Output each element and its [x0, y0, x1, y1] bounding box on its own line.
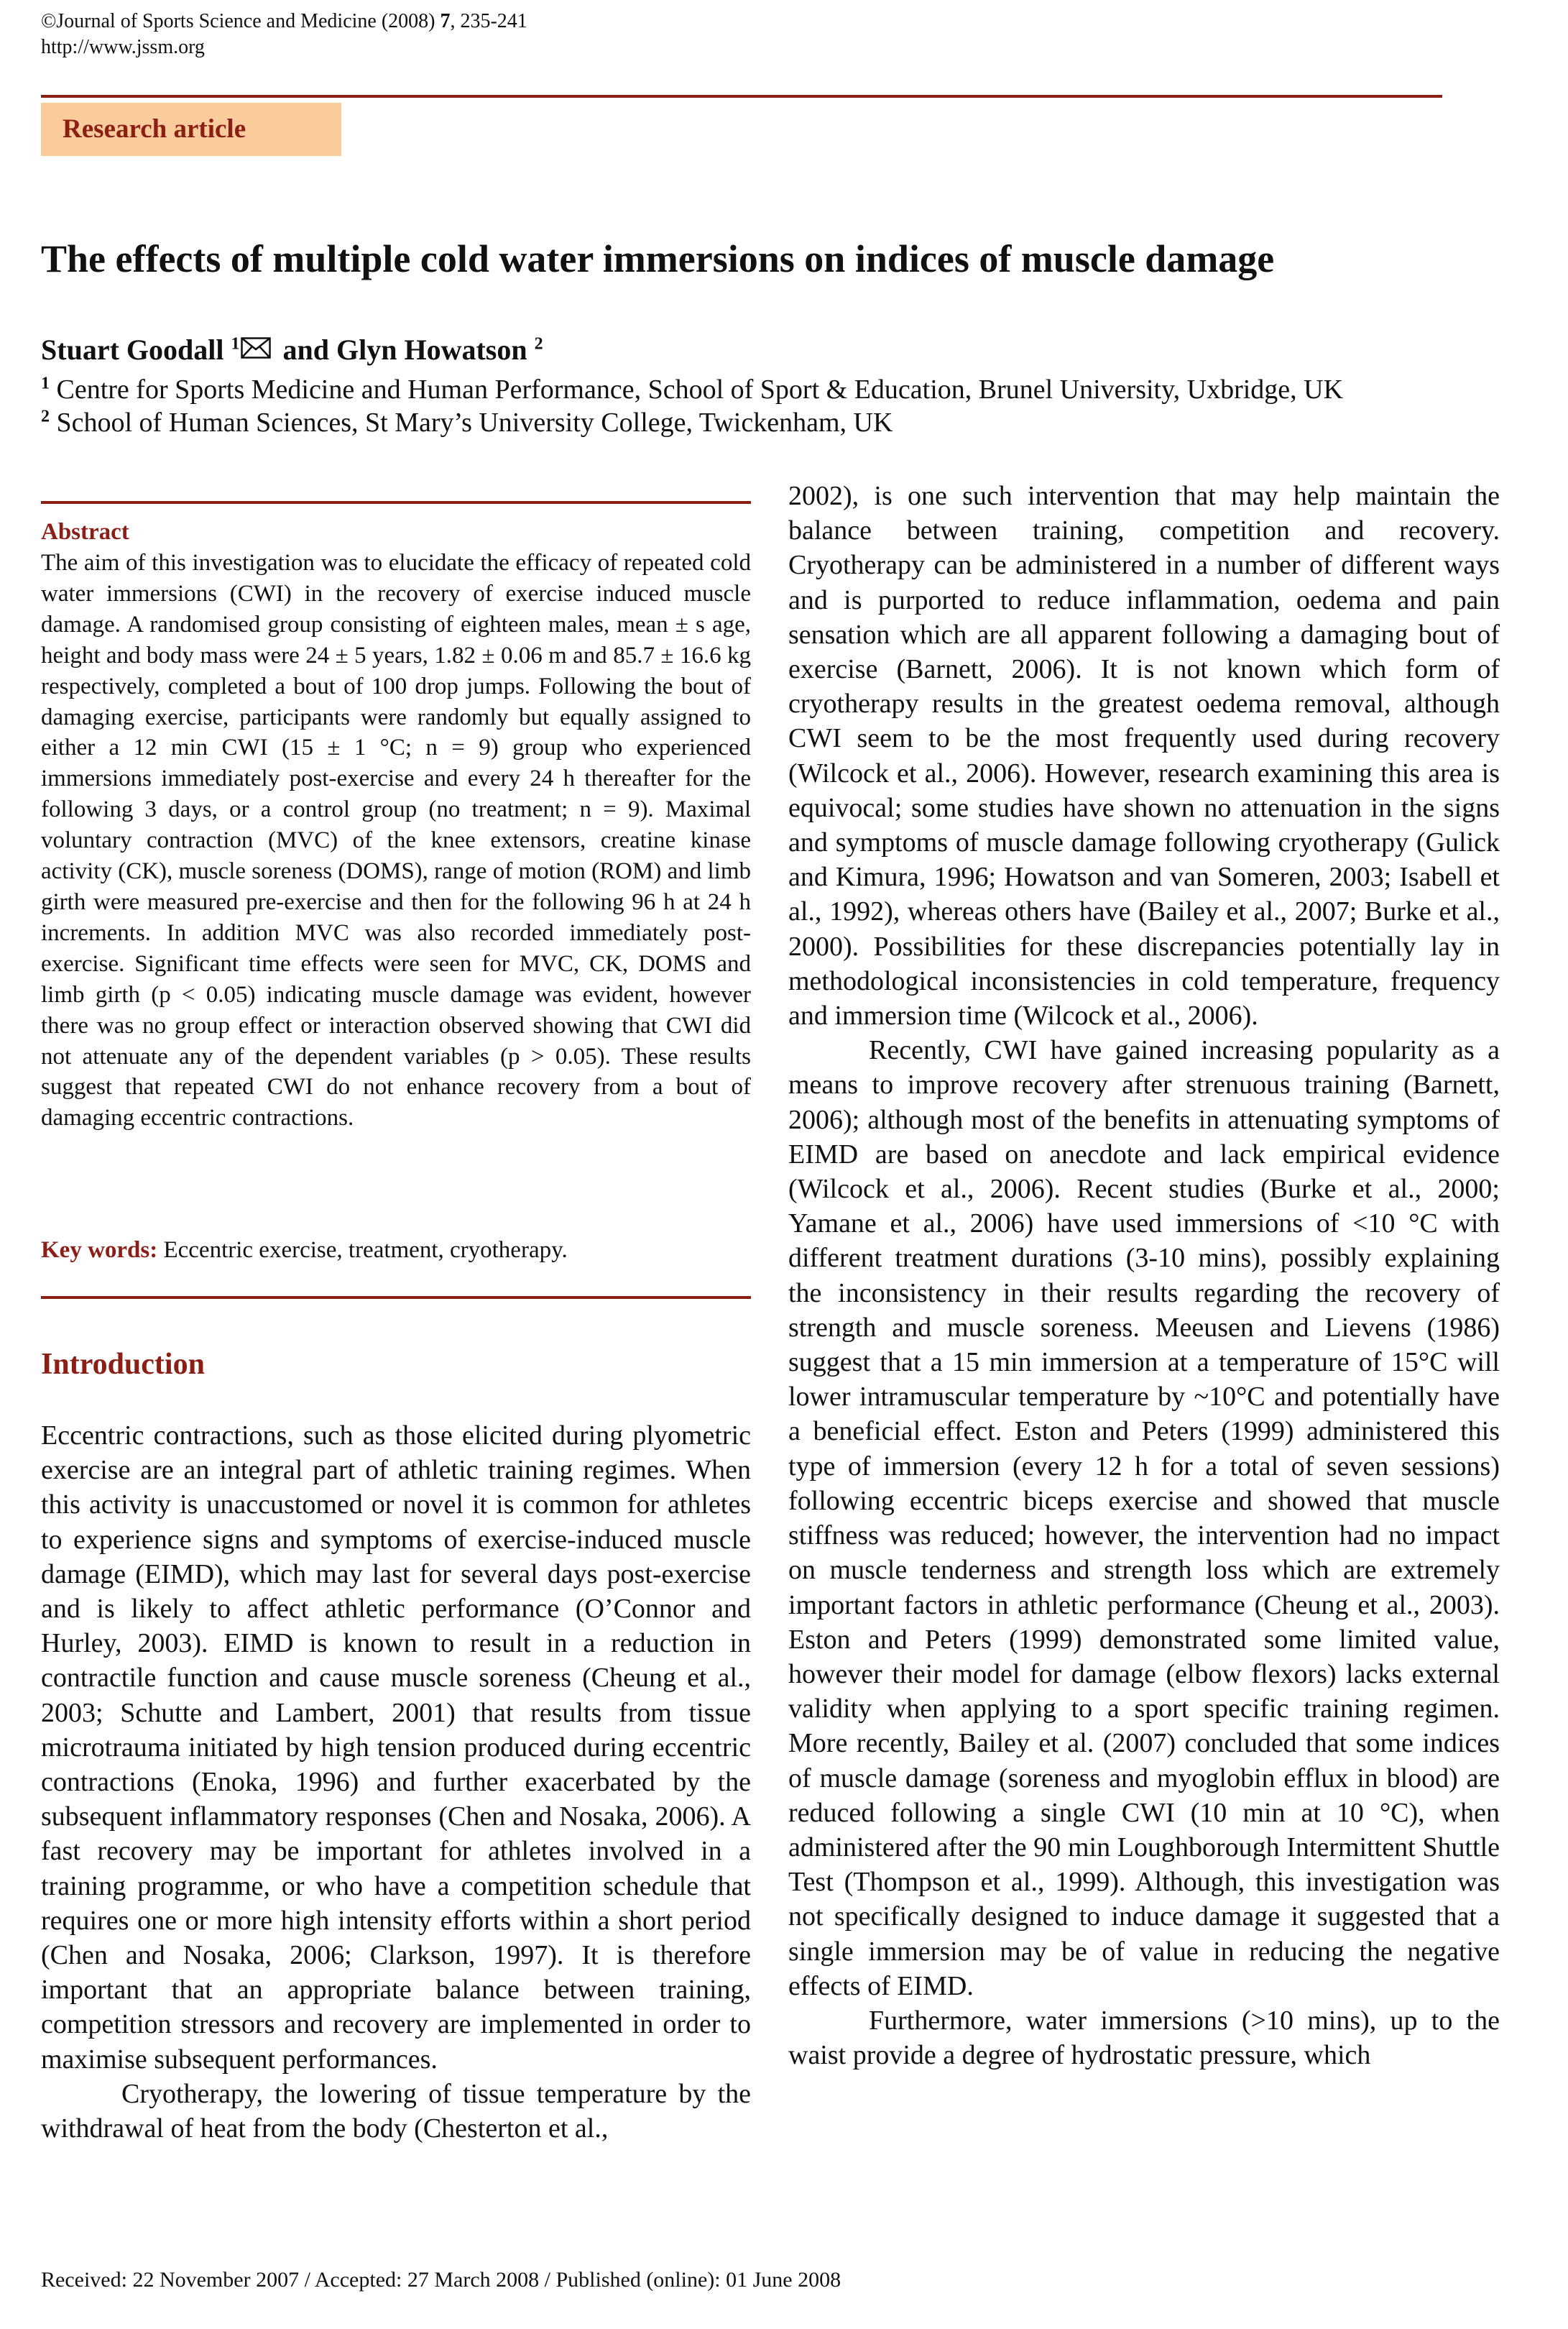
left-column-body	[41, 1418, 751, 2146]
keywords	[41, 1235, 751, 1265]
paragraph: 2002), is one such intervention that may help maintain the balance between training, competition and recovery. Cryotherapy can be administered in a number of different ways and is purported to reduce inflammation, oedema and pain sensation which are all apparent following a damaging bout of exercise (Barnett, 2006). It is not known which form of cryotherapy results in the greatest oedema removal, although CWI seem to be the most frequently used during recovery (Wilcock et al., 2006). However, research examining this area is equivocal; some studies have shown no attenuation in the signs and symptoms of muscle damage following cryotherapy (Gulick and Kimura, 1996; Howatson and van Someren, 2003; Isabell et al., 1992), whereas others have (Bailey et al., 2007; Burke et al., 2000). Possibilities for these discrepancies potentially lay in methodological inconsistencies in cold temperature, frequency and immersion time (Wilcock et al., 2006).	[788, 481, 1500, 1032]
introduction-heading: Introduction	[41, 1348, 205, 1381]
affiliation-2: $^2$ School of Human Sciences, St Mary’s University College, Twickenham, UK	[41, 407, 893, 438]
abstract-top-rule	[41, 501, 751, 504]
author-1-affil-marker: 1	[231, 334, 240, 354]
journal-header	[41, 9, 527, 60]
journal-citation: ©Journal of Sports Science and Medicine (2008) 7, 235-241	[41, 10, 527, 32]
publication-dates: Received: 22 November 2007 / Accepted: 27 March 2008 / Published (online): 01 June 2008	[41, 2268, 841, 2292]
envelope-icon[interactable]	[241, 337, 271, 359]
abstract-bottom-rule	[41, 1296, 751, 1299]
paragraph: Furthermore, water immersions (>10 mins), up to the waist provide a degree of hydrostatic pressure, which	[788, 2005, 1500, 2071]
affiliation-1: $^1$ Centre for Sports Medicine and Human Performance, School of Sport & Education, Brunel University, Uxbridge, UK	[41, 374, 1344, 405]
paragraph: Cryotherapy, the lowering of tissue temperature by the withdrawal of heat from the body (Chesterton et al.,	[41, 2078, 751, 2144]
author-name-1: Stuart Goodall	[41, 334, 231, 366]
abstract-text: The aim of this investigation was to elucidate the efficacy of repeated cold water immersions (CWI) in the recovery of exercise induced muscle damage. A randomised group consisting of eighteen males, mean ± s age, height and body mass were 24 ± 5 years, 1.82 ± 0.06 m and 85.7 ± 16.6 kg respectively, completed a bout of 100 drop jumps. Following the bout of damaging exercise, participants were randomly but equally assigned to either a 12 min CWI (15 ± 1 °C; n = 9) group who experienced immersions immediately post-exercise and every 24 h thereafter for the following 3 days, or a control group (no treatment; n = 9). Maximal voluntary contraction (MVC) of the knee extensors, creatine kinase activity (CK), muscle soreness (DOMS), range of motion (ROM) and limb girth were measured pre-exercise and then for the following 96 h at 24 h increments. In addition MVC was also recorded immediately post-exercise. Significant time effects were seen for MVC, CK, DOMS and limb girth (p < 0.05) indicating muscle damage was evident, however there was no group effect or interaction observed showing that CWI did not attenuate any of the dependent variables (p > 0.05). These results suggest that repeated CWI do not enhance recovery from a bout of damaging eccentric contractions.	[41, 550, 752, 1131]
author-2-affil-marker: 2	[534, 334, 543, 354]
article-title: The effects of multiple cold water immersions on indices of muscle damage	[41, 237, 1275, 280]
author-line	[41, 331, 543, 369]
right-column-body	[788, 479, 1500, 2072]
author-connector: and Glyn Howatson	[275, 334, 535, 366]
keywords-label: Key words:	[41, 1237, 158, 1263]
paragraph: Recently, CWI have gained increasing popularity as a means to improve recovery after strenuous training (Barnett, 2006); although most of the benefits in attenuating symptoms of EIMD are based on anecdote and lack empirical evidence (Wilcock et al., 2006). Recent studies (Burke et al., 2000; Yamane et al., 2006) have used immersions of <10 °C with different treatment durations (3-10 mins), possibly explaining the inconsistency in their results regarding the recovery of strength and muscle soreness. Meeusen and Lievens (1986) suggest that a 15 min immersion at a temperature of 15°C will lower intramuscular temperature by ~10°C and potentially have a beneficial effect. Eston and Peters (1999) administered this type of immersion (every 12 h for a total of seven sessions) following eccentric biceps exercise and showed that muscle stiffness was reduced; however, the intervention had no impact on muscle tenderness and strength loss which are extremely important factors in athletic performance (Cheung et al., 2003). Eston and Peters (1999) demonstrated some limited value, however their model for damage (elbow flexors) lacks external validity when applying to a sport specific training regimen. More recently, Bailey et al. (2007) concluded that some indices of muscle damage (soreness and myoglobin efflux in blood) are reduced following a single CWI (10 min at 10 °C), when administered after the 90 min Loughborough Intermittent Shuttle Test (Thompson et al., 1999). Although, this investigation was not specifically designed to induce damage it suggested that a single immersion may be of value in reducing the negative effects of EIMD.	[788, 1035, 1500, 2001]
section-tag: Research article	[41, 103, 341, 156]
abstract-heading: Abstract	[41, 519, 129, 545]
journal-url[interactable]: http://www.jssm.org	[41, 36, 205, 58]
journal-volume: 7	[440, 10, 451, 32]
paragraph: Eccentric contractions, such as those elicited during plyometric exercise are an integral part of athletic training regimes. When this activity is unaccustomed or novel it is common for athletes to experience signs and symptoms of exercise-induced muscle damage (EIMD), which may last for several days post-exercise and is likely to affect athletic performance (O’Connor and Hurley, 2003). EIMD is known to result in a reduction in contractile function and cause muscle soreness (Cheung et al., 2003; Schutte and Lambert, 2001) that results from tissue microtrauma initiated by high tension produced during eccentric contractions (Enoka, 1996) and further exacerbated by the subsequent inflammatory responses (Chen and Nosaka, 2006). A fast recovery may be important for athletes involved in a training programme, or who have a competition schedule that requires one or more high intensity efforts within a short period (Chen and Nosaka, 2006; Clarkson, 1997). It is therefore important that an appropriate balance between training, competition stressors and recovery are implemented in order to maximise subsequent performances.	[41, 1420, 751, 2075]
header-rule	[41, 95, 1442, 98]
keywords-text: Eccentric exercise, treatment, cryotherapy.	[157, 1237, 568, 1263]
